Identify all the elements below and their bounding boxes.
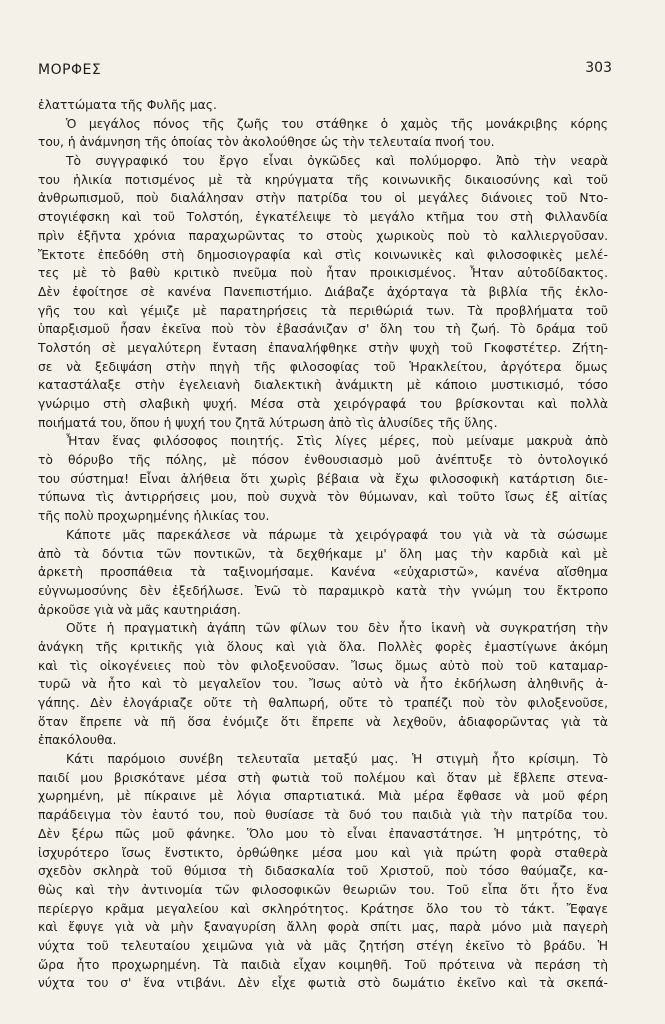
text-line: θὼς καὶ τὴν ἀντινομία τῶν φιλοσοφικῶν θεωριῶν του. Τοῦ εἶπα ὅτι ἦτο ἕνα bbox=[38, 882, 608, 897]
text-line: του, ἡ ἀνάμνηση τῆς ὁποίας τὸν ἀκολούθησε ὡς τὴν τελευταία πνοή του. bbox=[38, 135, 495, 150]
text-line: ἀνθρωπισμοῦ, ποὺ διαλάλησαν στὴν πατρίδα του οἱ μεγάλες διάνοιες τοῦ Ντο- bbox=[38, 191, 608, 206]
text-line: εὐγνωμοσύνης δὲν ἐξεδήλωσε. Ἐνῶ τὸ παραμικρὸ κατὰ τὴν γνώμη του ἔκτροπο bbox=[38, 583, 608, 598]
text-line: τύπωνα τὶς ἀντιρρήσεις μου, ποὺ συχνὰ τὸν θύμωναν, καὶ τοῦτο ἴσως ἐξ αἰτίας bbox=[38, 490, 608, 505]
text-line: παιδί μου βρισκότανε μέσα στὴ φωτιὰ τοῦ πολέμου καὶ ὅταν μὲ ἔβλεπε στενα- bbox=[38, 770, 608, 785]
text-line: ὥρα ἦτο προχωρημένη. Τὰ παιδιὰ εἶχαν κοιμηθῆ. Τοῦ πρότεινα νὰ περάση τὴ bbox=[38, 957, 608, 972]
text-line: Τὸ συγγραφικό του ἔργο εἶναι ὀγκῶδες καὶ πολύμορφο. Ἀπὸ τὴν νεαρὰ bbox=[66, 154, 608, 169]
text-line: Ὁ μεγάλος πόνος τῆς ζωῆς του στάθηκε ὁ χαμὸς τῆς μονάκριβης κόρης bbox=[66, 116, 608, 131]
text-line: ἰσχυρότερο ἴσως ἔνστικτο, ὀρθώθηκε μέσα μου καὶ γιὰ πρώτη φορὰ σταθερὰ bbox=[38, 845, 608, 860]
text-line: Κάτι παρόμοιο συνέβη τελευταῖα μεταξύ μας. Ἡ στιγμὴ ἦτο κρίσιμη. Τὸ bbox=[66, 752, 608, 767]
text-line: πρὶν ἑξῆντα χρόνια παραχωρῶντας το στοὺς χωρικοὺς ποὺ τὸ καλλιεργοῦσαν. bbox=[38, 228, 608, 243]
text-line: ποιήματά του, ὅπου ἡ ψυχή του ζητᾶ λύτρωση ἀπὸ τὶς ἁλυσίδες τῆς ὕλης. bbox=[38, 415, 498, 430]
text-line: νύχτα τοῦ τελευταίου χειμῶνα γιὰ νὰ μᾶς ζητήση στέγη ἐκεῖνο τὸ βράδυ. Ἡ bbox=[38, 938, 608, 953]
text-line: τυρῶ νὰ ἦτο καὶ τὸ μεγαλεῖον του. Ἴσως αὐτὸ νὰ ἦτο ἐκδήλωση ἀληθινῆς ἀ- bbox=[38, 677, 608, 692]
text-line: ὑπαρξισμοῦ ἦσαν ἐκεῖνα ποὺ τὸν ἐβασάνιζαν σ' ὅλη του τὴ ζωή. Τὸ δράμα τοῦ bbox=[38, 322, 608, 337]
text-line: Ἦταν ἕνας φιλόσοφος ποιητής. Στὶς λίγες μέρες, ποὺ μείναμε μακρυὰ ἀπὸ bbox=[66, 434, 608, 449]
text-line: Οὔτε ἡ πραγματικὴ ἀγάπη τῶν φίλων του δὲν ἦτο ἱκανὴ νὰ συγκρατήση τὴν bbox=[66, 621, 608, 636]
text-line: ἐλαττώματα τῆς Φυλῆς μας. bbox=[38, 98, 217, 112]
text-line: Ἔκτοτε ἐπεδόθη στὴ δημοσιογραφία καὶ στὶς κοινωνικὲς καὶ φιλοσοφικὲς μελέ- bbox=[38, 247, 608, 262]
text-line: γάπης. Δὲν ἐλογάριαζε οὔτε τὴ θαλπωρή, οὔτε τὸ τραπέζι ποὺ τὸν φιλοξενοῦσε, bbox=[38, 696, 608, 710]
text-line: ἀρκετὴ προσπάθεια τὰ ταξινομήσαμε. Κανένα «εὐχαριστῶ», κανένα αἴσθημα bbox=[38, 565, 608, 580]
text-line: στογιέφσκη καὶ τοῦ Τολστόη, ἐγκατέλειψε τὸ μεγάλο κτῆμα του στὴ Φιλλανδία bbox=[38, 210, 608, 225]
text-line: ὅταν ἔπρεπε νὰ πῆ ὅσα ἐνόμιζε ὅτι ἔπρεπε νὰ λεχθοῦν, ἀδιαφορῶντας γιὰ τὰ bbox=[38, 714, 608, 729]
text-line: Δὲν ἐφοίτησε σὲ κανένα Πανεπιστήμιο. Διάβαζε ἀχόρταγα τὰ βιβλία τῆς ἐκλο- bbox=[38, 284, 608, 299]
text-line: τες μὲ τὸ βαθὺ κριτικὸ πνεῦμα ποὺ ἦταν προικισμένος. Ἦταν αὐτοδίδακτος. bbox=[38, 266, 608, 281]
text-line: του σύστημα! Εἶναι ἀλήθεια ὅτι χωρὶς βέβαια νὰ ἔχω φιλοσοφικὴ κατάρτιση διε- bbox=[38, 471, 608, 486]
body-text bbox=[38, 96, 608, 993]
text-line: Τολστόη σὲ μεγαλύτερη ἔνταση ἐπαναλήφθηκε στὴν ψυχὴ τοῦ Γκοφστέτερ. Ζήτη- bbox=[38, 340, 608, 355]
text-line: του ἡλικία ποτισμένος μὲ τὰ κηρύγματα τῆς κοινωνικῆς δικαιοσύνης καὶ τοῦ bbox=[38, 172, 608, 187]
text-line: γνώριμο στὴ σλαβικὴ ψυχή. Μέσα στὰ χειρόγραφά του βρίσκονται καὶ πολλὰ bbox=[38, 397, 608, 411]
text-line: Κάποτε μᾶς παρεκάλεσε νὰ πάρωμε τὰ χειρόγραφά του γιὰ νὰ τὰ σώσωμε bbox=[66, 527, 608, 542]
text-line: παράδειγμα τὸν ἑαυτό του, ποὺ θυσίασε τὰ δυό του παιδιὰ γιὰ τὴν πατρίδα του. bbox=[38, 808, 608, 823]
page-header bbox=[38, 62, 612, 82]
text-line: τὸ θόρυβο τῆς πόλης, μὲ πόσον ἐνθουσιασμὸ μοῦ ἀνέπτυξε τὸ ὀντολογικό bbox=[38, 453, 608, 468]
text-line: καὶ ἔφυγε γιὰ νὰ μὴν ξαναγυρίση ἄλλη φορὰ σπίτι μας, παρὰ μόνο μιὰ παγερὴ bbox=[38, 920, 608, 935]
text-line: τῆς πολὺ προχωρημένης ἡλικίας του. bbox=[38, 509, 270, 524]
text-line: καὶ τὶς οἰκογένειες ποὺ τὸν φιλοξενοῦσαν. Ἴσως ὅμως αὐτὸ ποὺ τοῦ καταμαρ- bbox=[38, 658, 608, 673]
text-line: σε νὰ ξεδιψάση στὴν πηγὴ τῆς φιλοσοφίας τοῦ Ἡρακλείτου, ἀργότερα ὅμως bbox=[38, 359, 608, 374]
text-line: ἀνάγκη τῆς κριτικῆς γιὰ ὅλους καὶ γιὰ ὅλα. Πολλὲς φορὲς ἐμαστίγωνε ἀκόμη bbox=[38, 639, 608, 654]
text-line: Δὲν ξέρω πῶς μοῦ φάνηκε. Ὅλο μου τὸ εἶναι ἐπαναστάτησε. Ἡ μητρότης, τὸ bbox=[38, 826, 608, 841]
text-line: περίεργο κρᾶμα μεγαλείου καὶ σκληρότητος. Κράτησε ὅλο του τὸ τάκτ. Ἔφαγε bbox=[38, 901, 608, 916]
text-line: ἐπακόλουθα. bbox=[38, 733, 117, 748]
text-line: ἀρκοῦσε γιὰ νὰ μᾶς καυτηριάση. bbox=[38, 602, 241, 617]
running-head: ΜΟΡΦΕΣ bbox=[38, 62, 102, 78]
text-line: νύχτα του σ' ἕνα ντιβάνι. Δὲν εἶχε φωτιὰ στὸ δωμάτιο ἐκεῖνο καὶ τὰ σκεπά- bbox=[38, 976, 608, 991]
text-line: χωρημένη, μὲ πίκραινε μὲ λόγια σπαρτιατικά. Μιὰ μέρα ἔφθασε νὰ μοῦ φέρη bbox=[38, 789, 608, 804]
text-line: γῆς του καὶ γέμιζε μὲ παρατηρήσεις τὰ περιθώριά των. Τὰ προβλήματα τοῦ bbox=[38, 303, 608, 318]
text-line: ἀπὸ τὰ δόντια τῶν ποντικῶν, τὰ δεχθήκαμε μ' ὅλη μας τὴν καρδιὰ καὶ μὲ bbox=[38, 546, 608, 561]
text-line: σχεδὸν σκληρὰ τοῦ θύμισα τὴ διδασκαλία τοῦ Χριστοῦ, ποὺ τόσο θαύμαζε, κα- bbox=[38, 864, 608, 879]
page-number: 303 bbox=[585, 60, 612, 76]
text-line: καταστάλαξε στὴν ἐγελειανὴ διαλεκτικὴ ἀνάμικτη μὲ κάποιο μυστικισμό, τόσο bbox=[38, 378, 608, 393]
